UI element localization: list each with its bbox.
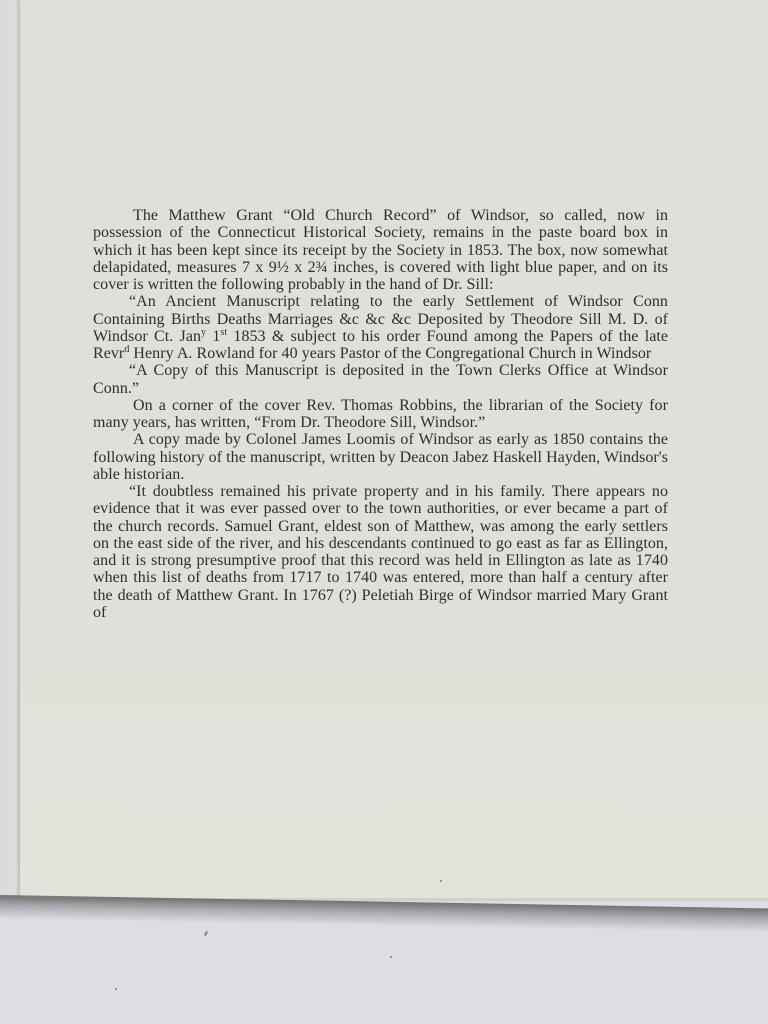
dust-speck [390, 956, 392, 958]
inscription-text: “An Ancient Manuscript relating to the early Settlement of Windsor Conn Containing Births Deaths Marriages &c &c &c Deposited by Theodore Sill M. D. of Windsor Ct. Jan [93, 293, 668, 345]
dust-speck [115, 988, 117, 990]
paragraph-box-description: The Matthew Grant “Old Church Record” of Windsor, so called, now in possession of the Connecticut Historical Society, remains in the paste board box in which it has been kept since its receipt by the Society in 1853. The box, now somewhat delapidated, measures 7 x 9½ x 2¾ inches, is covered with light blue paper, and on its cover is written the following probably in the hand of Dr. Sill: [93, 207, 668, 293]
paragraph-cover-inscription [93, 293, 668, 362]
paragraph-hayden-history: “It doubtless remained his private property and in his family. There appears no evidence that it was ever passed over to the town authorities, or ever became a part of the church records. Samuel Grant, eldest son of Matthew, was among the early settlers on the east side of the river, and his descendants continued to go east as far as Ellington, and it is strong presumptive proof that this record was held in Ellington as late as 1740 when this list of deaths from 1717 to 1740 was entered, more than half a century after the death of Matthew Grant. In 1767 (?) Peletiah Birge of Windsor married Mary Grant of [93, 483, 668, 621]
page-text [93, 207, 668, 621]
paragraph-robbins-note: On a corner of the cover Rev. Thomas Robbins, the librarian of the Society for many years, has written, “From Dr. Theodore Sill, Windsor.” [93, 396, 668, 431]
inscription-text: 1 [206, 327, 221, 345]
paragraph-loomis-copy: A copy made by Colonel James Loomis of Windsor as early as 1850 contains the following history of the manuscript, written by Deacon Jabez Haskell Hayden, Windsor's able historian. [93, 431, 668, 483]
superscript: d [124, 344, 130, 355]
paragraph-copy-note: “A Copy of this Manuscript is deposited in the Town Clerks Office at Windsor Conn.” [93, 362, 668, 397]
inscription-text: 1853 & subject to his order Found among the Papers of the late Revr [93, 327, 668, 362]
dust-speck [440, 880, 442, 882]
gutter-edge [0, 0, 22, 900]
superscript: y [201, 326, 207, 338]
superscript: st [220, 326, 228, 338]
inscription-text: Henry A. Rowland for 40 years Pastor of the Congregational Church in Windsor [129, 345, 652, 362]
